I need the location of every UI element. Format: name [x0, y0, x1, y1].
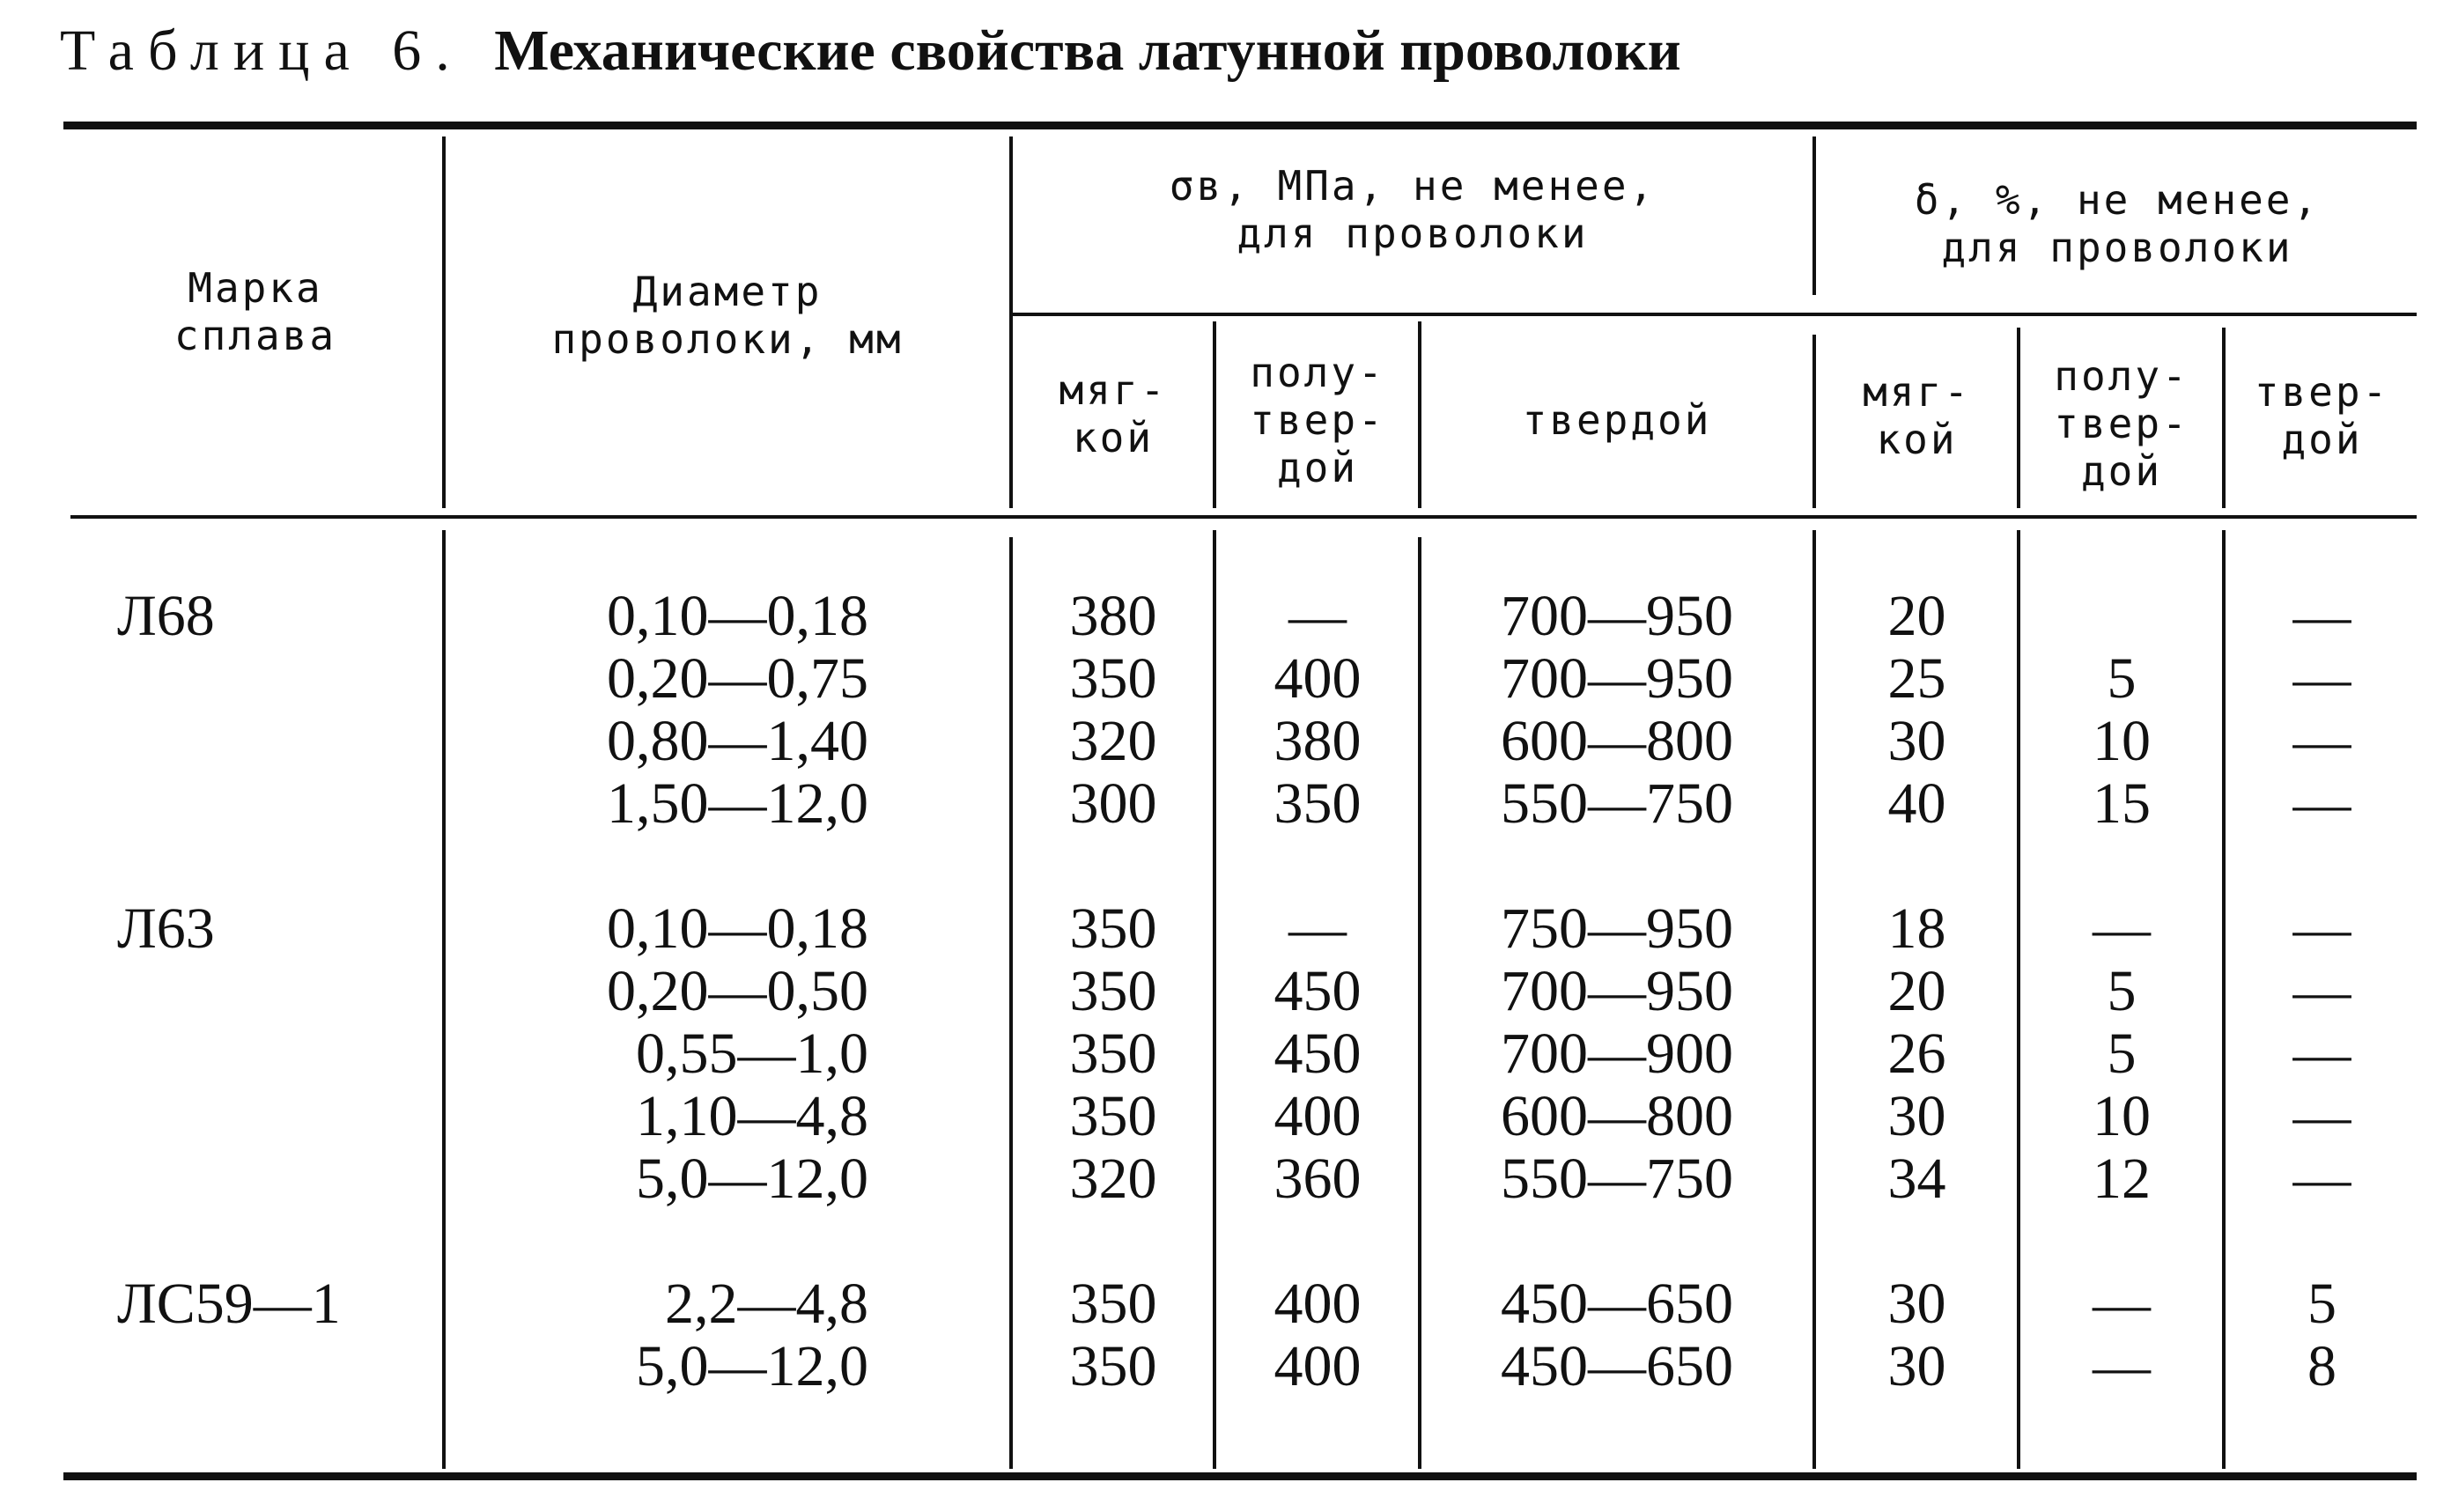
- header-divider-soft-half: [1213, 321, 1216, 508]
- column-alloy-grade: Л68 Л63 ЛС59—1: [117, 584, 341, 1336]
- header-sigma-hard: твердой: [1522, 396, 1712, 444]
- group-header-rule: [1013, 313, 2417, 316]
- body-divider-hard-dsoft: [1812, 530, 1816, 1469]
- table-title: Механические свойства латунной проволоки: [494, 18, 1681, 83]
- body-divider-half-hard: [1418, 537, 1421, 1469]
- column-wire-diameter: 0,10—0,18 0,20—0,75 0,80—1,40 1,50—12,0 0,10—0,18 0,20—0,50 0,55—1,0 1,10—4,8 5,0—12,0 2,2—4,8 5,0—12,0: [607, 584, 868, 1398]
- header-divider-dhalf-dhard: [2222, 328, 2226, 508]
- header-divider-dsoft-dhalf: [2017, 328, 2020, 508]
- body-divider-diameter-soft: [1009, 537, 1013, 1469]
- header-bottom-rule: [70, 515, 2417, 519]
- header-delta-soft: мяг- кой: [1863, 368, 1971, 463]
- body-divider-dsoft-dhalf: [2017, 530, 2020, 1469]
- column-sigma-soft: 380 350 320 300 350 350 350 350 320 350 350: [1069, 584, 1157, 1398]
- header-divider-alloy-diameter: [442, 136, 446, 508]
- header-sigma-half-hard: полу- твер- дой: [1250, 349, 1385, 491]
- header-divider-sigma-delta: [1812, 136, 1816, 295]
- body-divider-soft-half: [1213, 530, 1216, 1469]
- table-top-rule: [63, 122, 2417, 129]
- header-divider-half-hard: [1418, 321, 1421, 508]
- table-bottom-rule: [63, 1472, 2417, 1480]
- column-sigma-hard: 700—950 700—950 600—800 550—750 750—950 700—950 700—900 600—800 550—750 450—650 450—650: [1501, 584, 1733, 1398]
- header-elongation-group: δ, %, не менее, для проволоки: [1914, 176, 2321, 271]
- column-delta-half-hard: 5 10 15 — 5 5 10 12 — —: [2093, 646, 2151, 1398]
- header-wire-diameter: Диаметр проволоки, мм: [551, 268, 904, 363]
- column-sigma-half-hard: — 400 380 350 — 450 450 400 360 400 400: [1273, 584, 1362, 1398]
- table-number: Таблица 6.: [60, 18, 464, 83]
- body-divider-dhalf-dhard: [2222, 530, 2226, 1469]
- header-delta-half-hard: полу- твер- дой: [2054, 352, 2189, 495]
- header-divider-hard-dsoft: [1812, 335, 1816, 508]
- header-delta-hard: твер- дой: [2254, 368, 2390, 463]
- header-alloy-grade: Марка сплава: [173, 264, 337, 359]
- header-divider-diameter-sigma: [1009, 136, 1013, 508]
- body-divider-alloy-diameter: [442, 530, 446, 1469]
- column-delta-soft: 20 25 30 40 18 20 26 30 34 30 30: [1887, 584, 1946, 1398]
- table-caption: [60, 16, 1681, 86]
- column-delta-hard: — — — — — — — — — 5 8: [2292, 584, 2351, 1398]
- header-sigma-soft: мяг- кой: [1059, 366, 1168, 461]
- header-tensile-strength-group: σв, МПа, не менее, для проволоки: [1169, 162, 1657, 257]
